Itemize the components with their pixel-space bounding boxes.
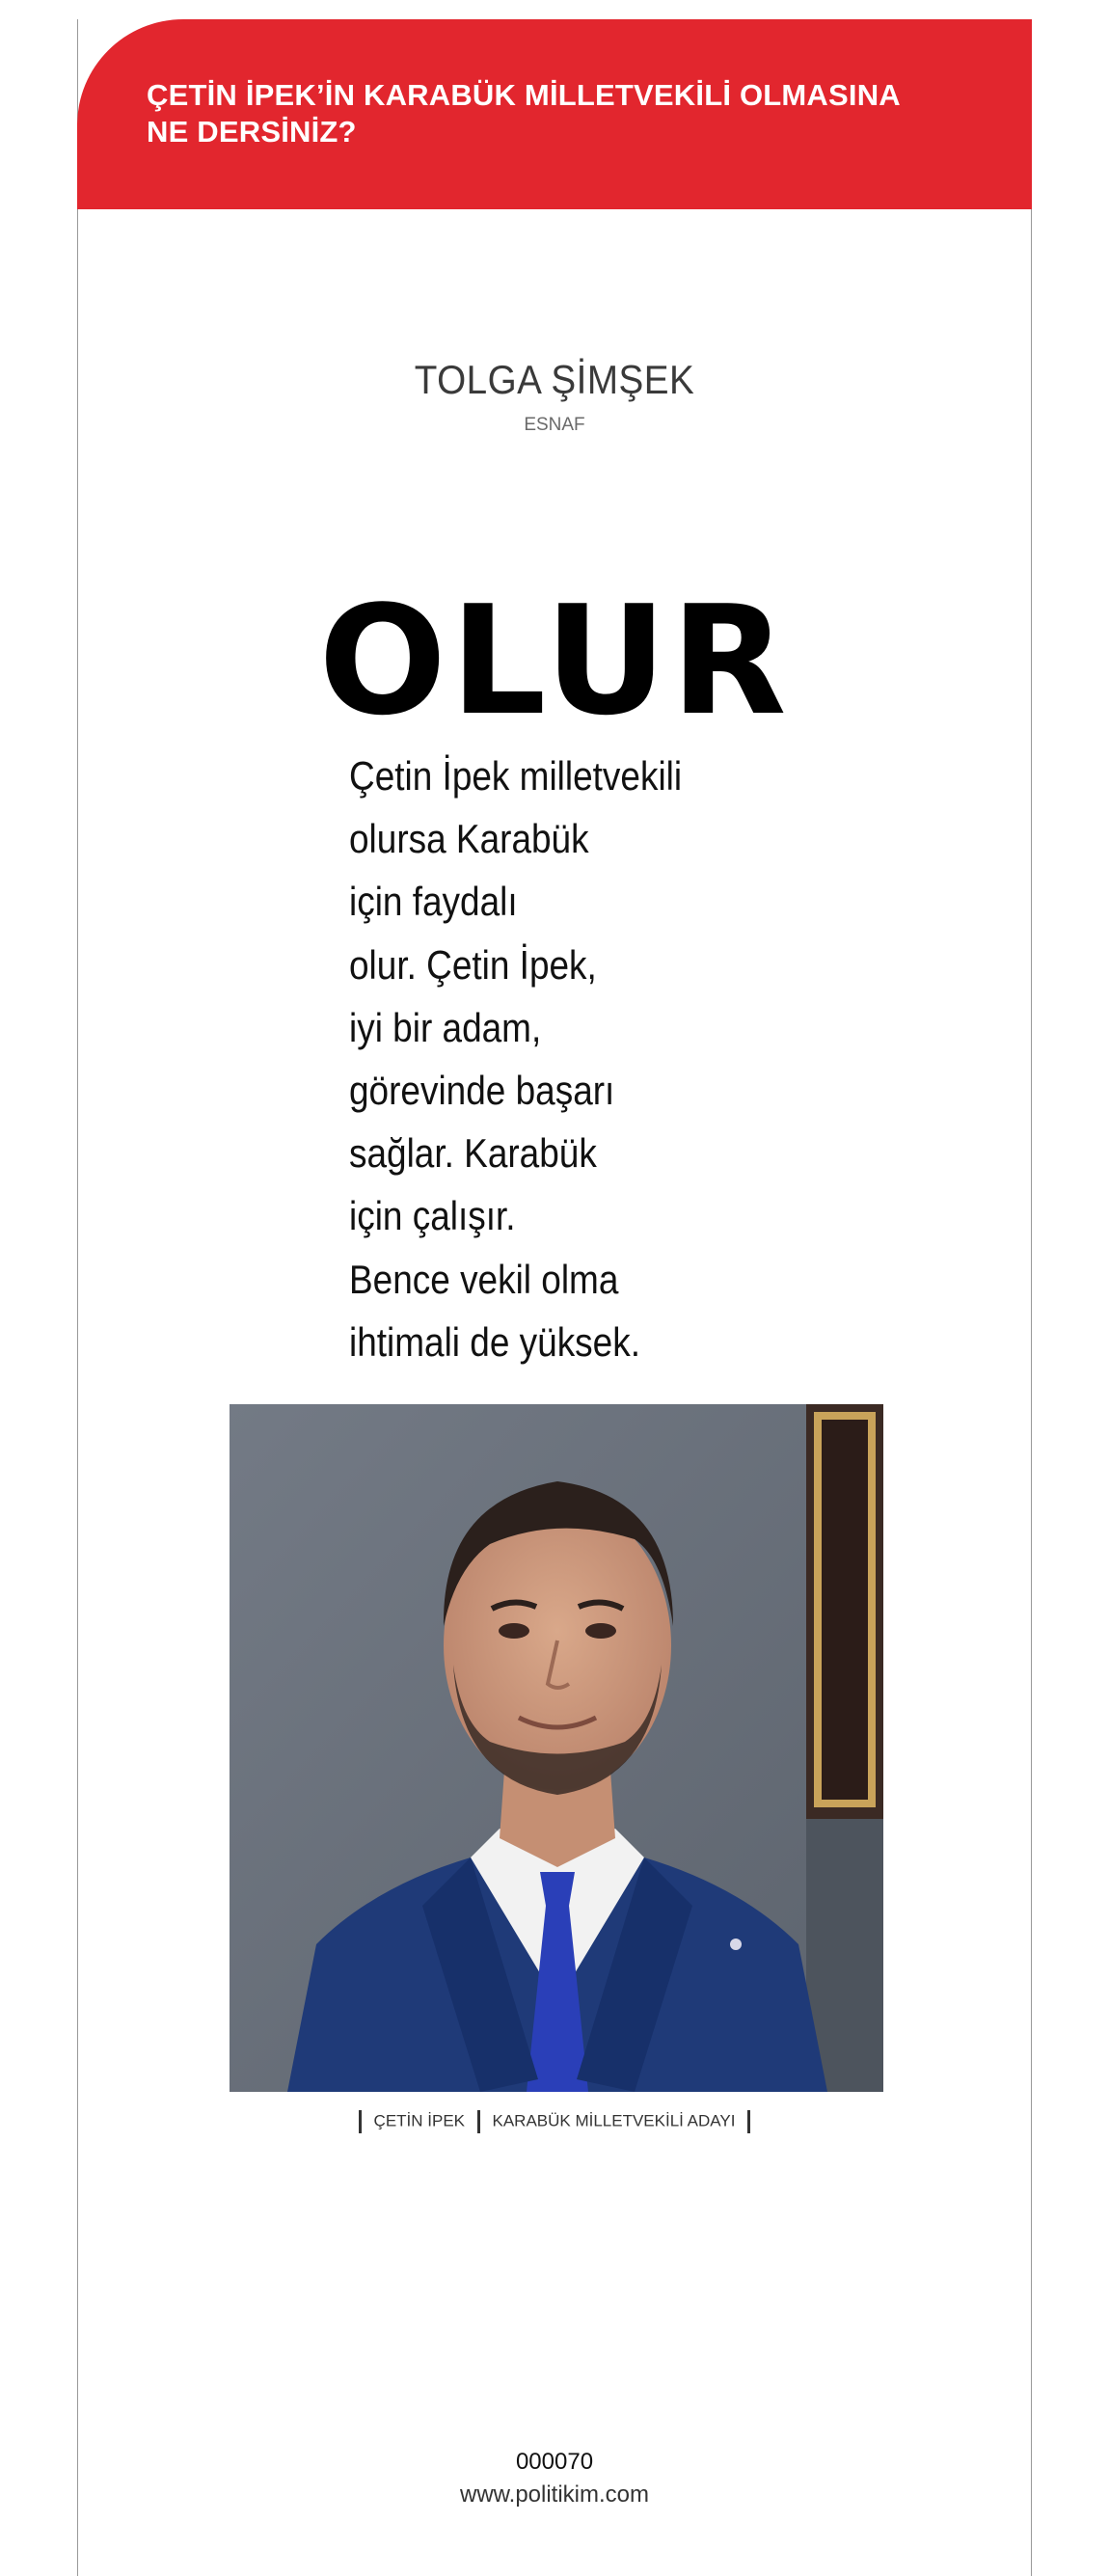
page-code: 000070	[515, 2449, 594, 2475]
photo-caption	[0, 2106, 1109, 2136]
caption-divider	[477, 2110, 480, 2133]
caption-name: ÇETİN İPEK	[373, 2111, 466, 2130]
quote-line: ihtimali de yüksek.	[349, 1318, 640, 1365]
quote-line: için çalışır.	[349, 1193, 516, 1239]
caption-divider	[359, 2110, 362, 2133]
respondent-name: TOLGA ŞİMŞEK	[414, 357, 695, 402]
quote-line: için faydalı	[349, 879, 518, 925]
quote-line: sağlar. Karabük	[349, 1130, 597, 1177]
question-title: ÇETİN İPEK’İN KARABÜK MİLLETVEKİLİ OLMASINA NE DERSİNİZ?	[147, 78, 901, 149]
quote-line: Çetin İpek milletvekili	[349, 753, 683, 799]
answer-headline: OLUR	[318, 573, 791, 748]
respondent-occupation: ESNAF	[524, 415, 585, 435]
portrait-illustration	[230, 1404, 883, 2092]
quote-line: olur. Çetin İpek,	[349, 941, 597, 988]
quote-text	[349, 745, 825, 1373]
candidate-photo	[230, 1404, 883, 2092]
quote-line: görevinde başarı	[349, 1068, 615, 1114]
quote-line: olursa Karabük	[349, 816, 589, 862]
caption-divider	[747, 2110, 750, 2133]
caption-title: KARABÜK MİLLETVEKİLİ ADAYI	[492, 2111, 736, 2130]
quote-line: Bence vekil olma	[349, 1256, 619, 1302]
website-url: www.politikim.com	[459, 2481, 650, 2508]
question-banner	[77, 19, 1032, 209]
quote-line: iyi bir adam,	[349, 1004, 542, 1050]
